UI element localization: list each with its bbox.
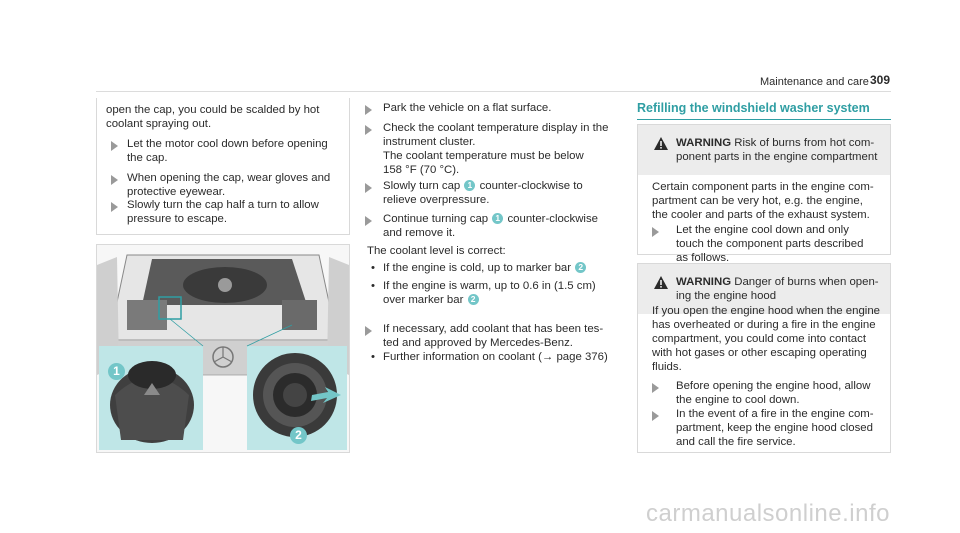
step-arrow-icon xyxy=(111,202,118,212)
step-text: Check the coolant temperature display in the instrument cluster. The coolant temperature must be below 158 °F (70 °C). xyxy=(383,122,609,176)
step-arrow-icon xyxy=(652,383,659,393)
step-arrow-icon xyxy=(652,411,659,421)
level-bullet-text: If the engine is cold, up to marker bar 2 xyxy=(383,261,587,275)
caution-box-continued xyxy=(96,98,350,235)
heading-rule xyxy=(637,119,891,120)
callout-1-badge: 1 xyxy=(492,213,503,224)
callout-2: 2 xyxy=(290,427,307,444)
step-text: When opening the cap, wear gloves and protective eyewear. xyxy=(127,172,331,198)
warning-triangle-icon xyxy=(654,137,668,150)
callout-1: 1 xyxy=(108,363,125,380)
warning-box-engine-hood xyxy=(637,263,891,453)
section-title: Maintenance and care xyxy=(760,76,869,88)
callout-1-badge: 1 xyxy=(464,180,475,191)
warning-step: Let the engine cool down and only touch the component parts described as follows. xyxy=(676,224,864,264)
step-text: Continue turning cap 1 counter-clockwise and remove it. xyxy=(383,213,598,239)
warning-box-hot-parts xyxy=(637,124,891,264)
engine-bay-illustration xyxy=(97,245,349,452)
step-arrow-icon xyxy=(365,326,372,336)
step-arrow-icon xyxy=(365,105,372,115)
caution-text: open the cap, you could be scalded by hot coolant spraying out. xyxy=(106,104,320,130)
step-text: Slowly turn cap 1 counter-clockwise to relieve overpressure. xyxy=(383,180,583,206)
page-number: 309 xyxy=(870,73,891,87)
step-text: Park the vehicle on a flat surface. xyxy=(383,102,552,114)
step-arrow-icon xyxy=(111,141,118,151)
warning-triangle-icon xyxy=(654,276,668,289)
step-arrow-icon xyxy=(365,216,372,226)
level-intro: The coolant level is correct: xyxy=(367,245,506,257)
warning-body: Certain component parts in the engine com- partment can be very hot, e.g. the engine, the cooler and parts of the exhaust system. xyxy=(652,181,874,221)
callout-2-badge: 2 xyxy=(468,294,479,305)
step-text: Slowly turn the cap half a turn to allow pressure to escape. xyxy=(127,199,319,225)
step-text: If necessary, add coolant that has been tes- ted and approved by Mercedes-Benz. xyxy=(383,323,604,349)
warning-step: Before opening the engine hood, allow the engine to cool down. xyxy=(676,380,871,406)
bullet-icon: • xyxy=(371,262,375,274)
warning-title: WARNING Risk of burns from hot com- ponent parts in the engine compartment xyxy=(676,137,878,163)
level-bullet-text: If the engine is warm, up to 0.6 in (1.5 cm) over marker bar 2 xyxy=(383,280,596,306)
header-rule xyxy=(96,91,891,92)
step-arrow-icon xyxy=(365,183,372,193)
warning-step: In the event of a fire in the engine com- partment, keep the engine hood closed and call the fire service. xyxy=(676,408,874,448)
callout-2-badge: 2 xyxy=(575,262,586,273)
section-heading: Refilling the windshield washer system xyxy=(637,101,870,115)
coolant-info-link[interactable]: Further information on coolant (→ page 376) xyxy=(383,351,608,363)
step-arrow-icon xyxy=(111,175,118,185)
engine-coolant-figure xyxy=(96,244,350,453)
step-arrow-icon xyxy=(365,125,372,135)
warning-body: If you open the engine hood when the engine has overheated or during a fire in the engine compartment, you could come into contact with hot gases or other escaping operating fluids. xyxy=(652,305,881,373)
step-arrow-icon xyxy=(652,227,659,237)
bullet-icon: • xyxy=(371,351,375,363)
watermark: carmanualsonline.info xyxy=(646,500,890,527)
step-text: Let the motor cool down before opening the cap. xyxy=(127,138,328,164)
bullet-icon: • xyxy=(371,280,375,292)
warning-title: WARNING Danger of burns when open- ing the engine hood xyxy=(676,276,879,302)
